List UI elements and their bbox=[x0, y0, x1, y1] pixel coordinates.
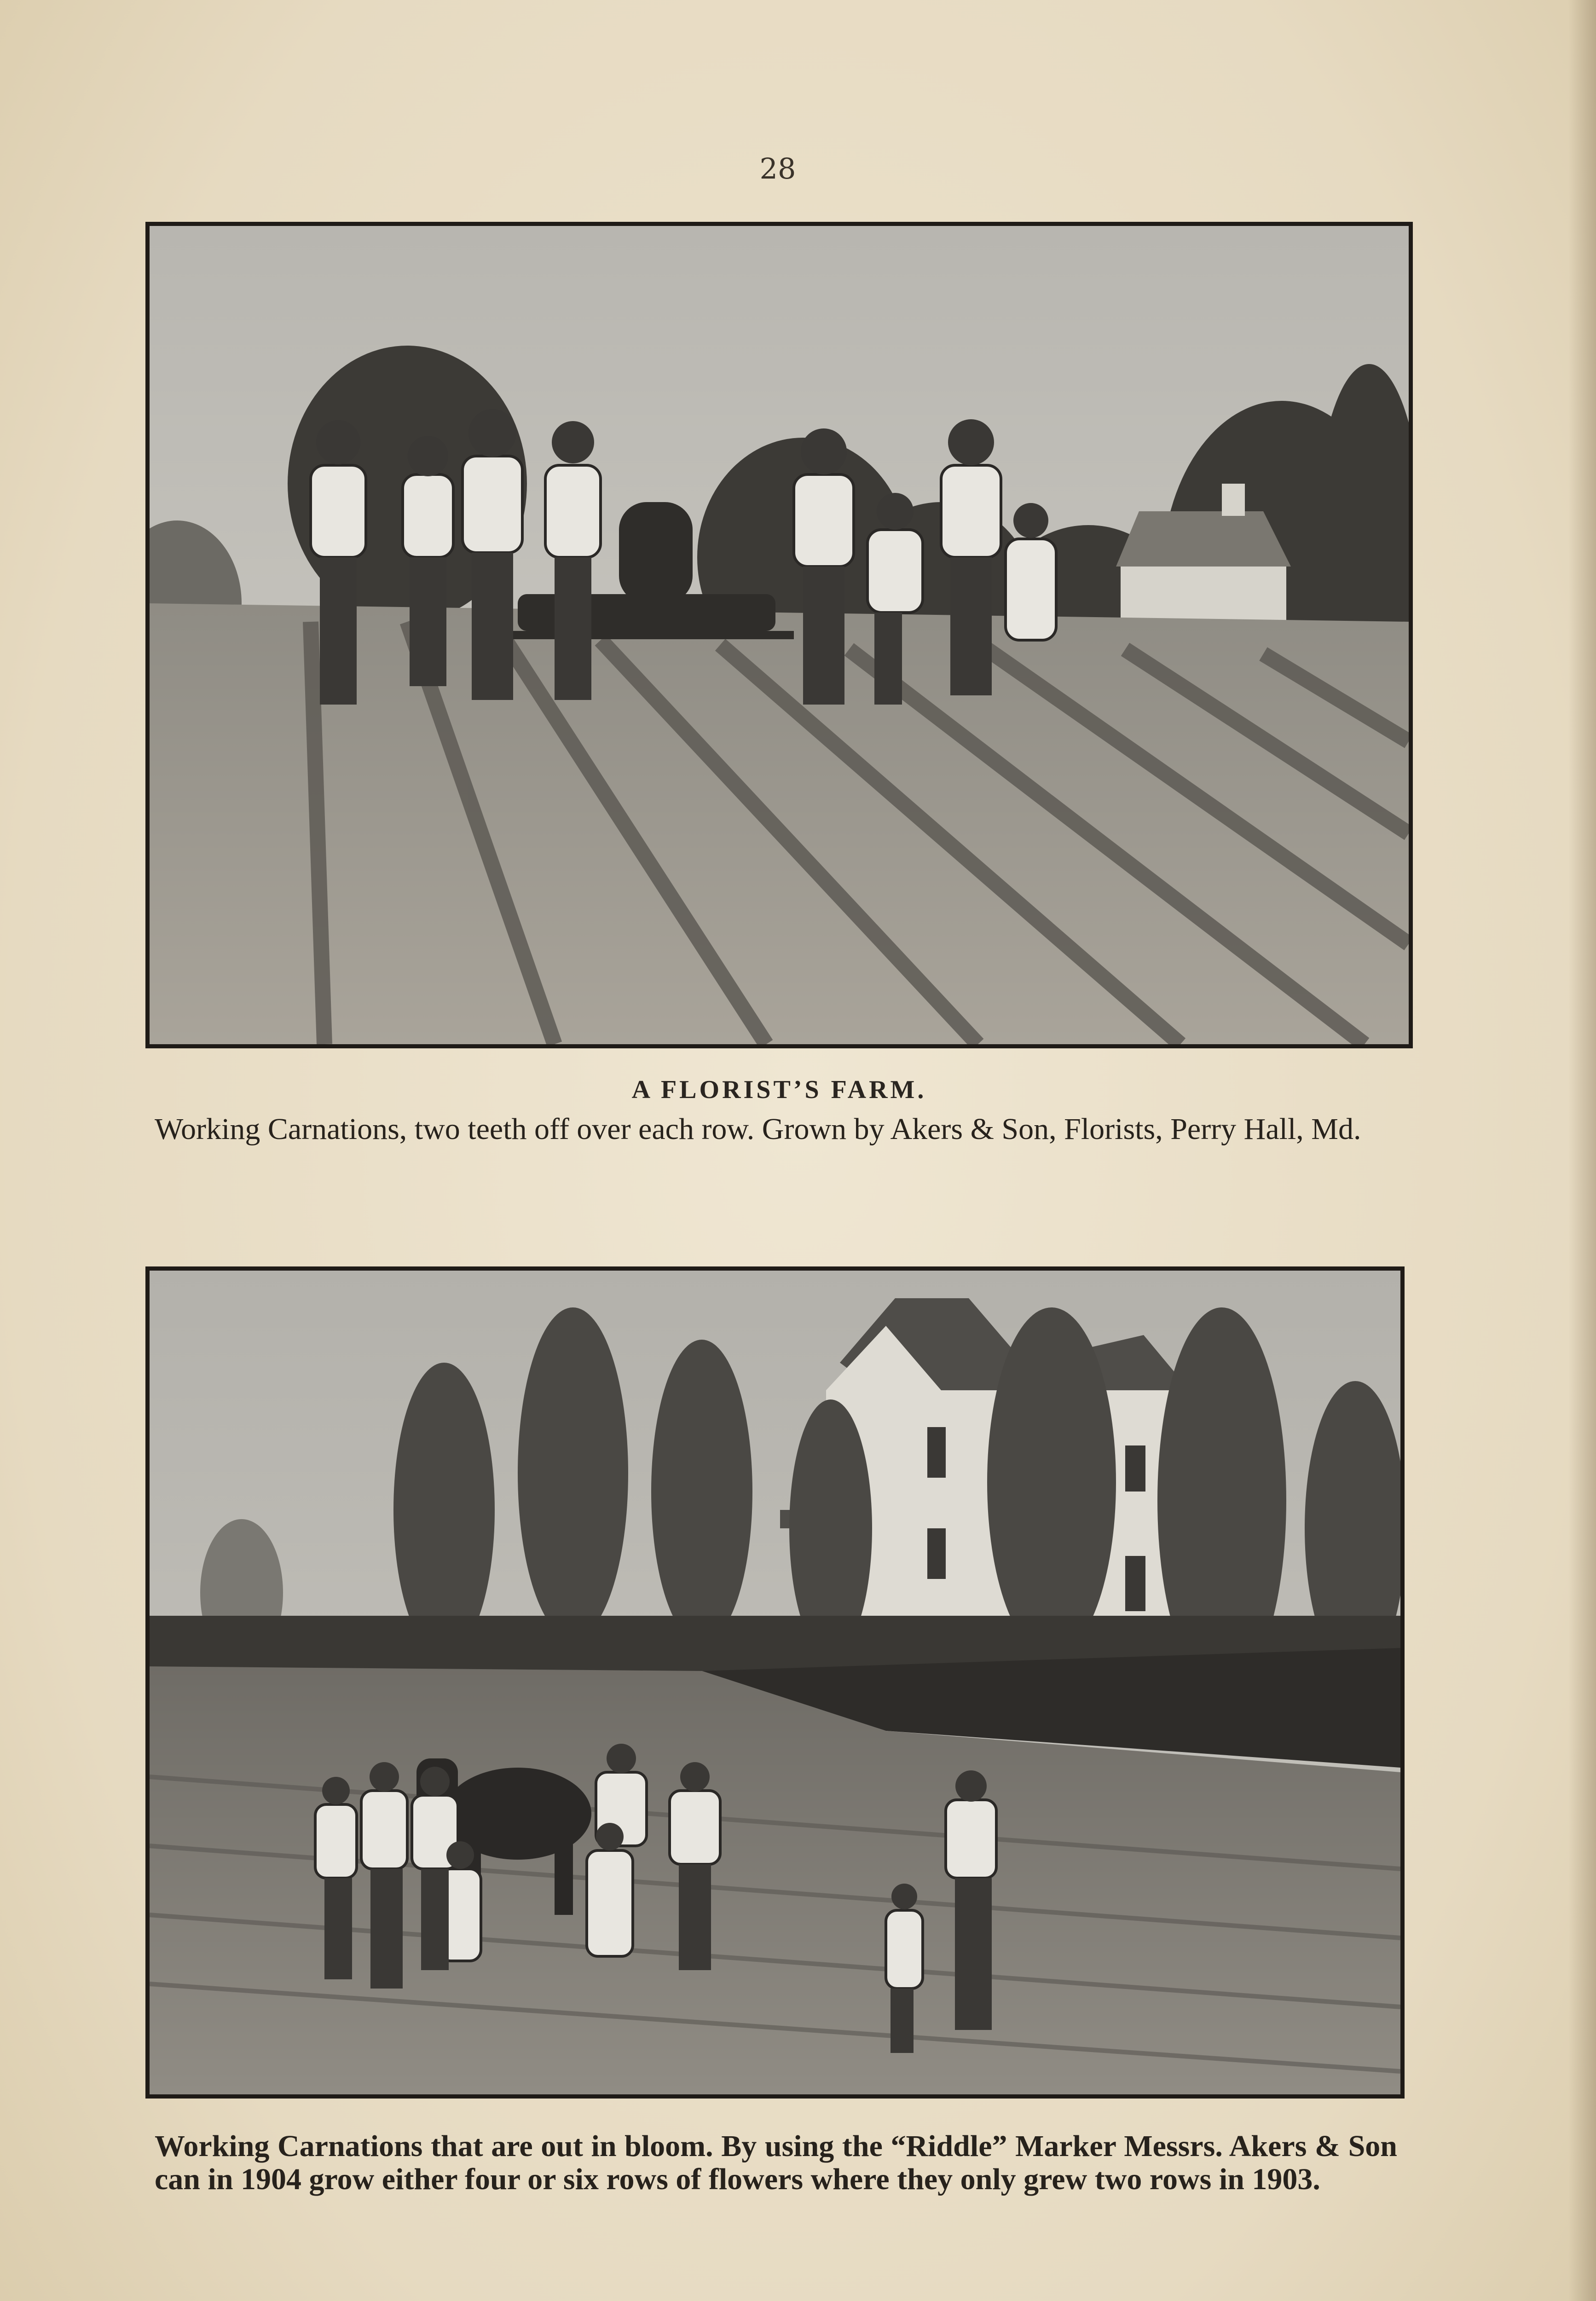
page-edge-shadow bbox=[1568, 0, 1596, 2301]
farm-photograph bbox=[145, 222, 1413, 1048]
figure1-title: A FLORIST’S FARM. bbox=[631, 1075, 927, 1104]
house-field-photograph bbox=[145, 1266, 1405, 2099]
farm-photo-illustration bbox=[150, 226, 1409, 1044]
house-field-photo-illustration bbox=[150, 1271, 1400, 2094]
figure2-caption: Working Carnations that are out in bloom. By using the “Riddle” Marker Messrs. Akers & Son can in 1904 grow either four or six rows of flowers where they only grew two rows in 1903. bbox=[155, 2129, 1397, 2196]
page-number: 28 bbox=[759, 152, 796, 185]
figure1-caption: Working Carnations, two teeth off over each row. Grown by Akers & Son, Florists, Perry Hall, Md. bbox=[155, 1112, 1361, 1146]
